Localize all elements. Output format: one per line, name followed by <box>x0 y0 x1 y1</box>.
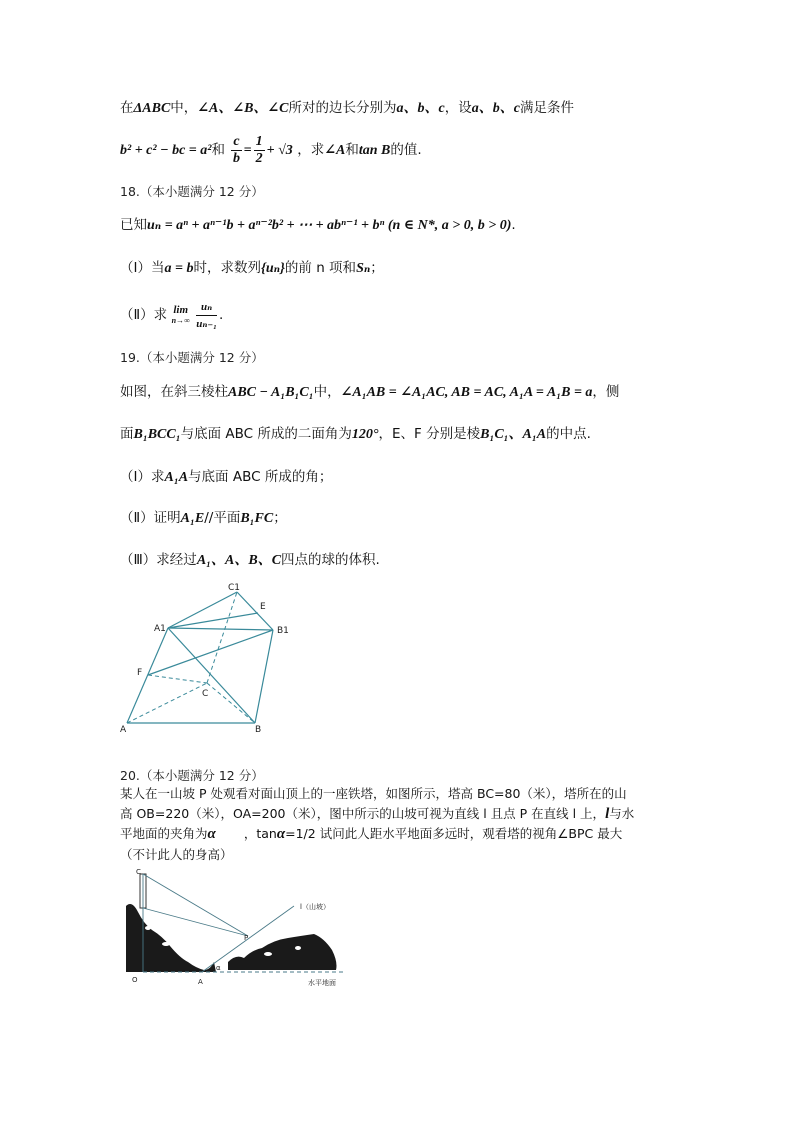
label-p: P <box>244 934 249 942</box>
q17-line1: 在ΔABC中，∠A、∠B、∠C所对的边长分别为a、b、c，设a、b、c满足条件 <box>120 100 574 116</box>
q19-line1: 如图，在斜三棱柱ABC − A₁B₁C₁中，∠A₁AB = ∠A₁AC, AB = AC, A₁A = A₁B = a，侧 <box>120 384 620 400</box>
edge-c1-b1 <box>237 592 273 630</box>
fraction-c-over-b: $\frac{c}{b}$ <box>233 133 241 166</box>
q19-part1: （Ⅰ）求A₁A与底面 ABC 所成的角； <box>120 469 333 485</box>
label-ground: 水平地面 <box>308 979 336 987</box>
equation-1: b² + c² − bc = a² <box>120 143 212 158</box>
label-b1: B1 <box>277 626 289 636</box>
q18-line1: 已知uₙ = aⁿ + aⁿ⁻¹b + aⁿ⁻²b² + ⋯ + abⁿ⁻¹ + bⁿ (n ∈ N*, a > 0, b > 0). <box>120 217 516 233</box>
q19-part2: （Ⅱ）证明A₁E//平面B₁FC； <box>120 510 287 526</box>
q17-line2: b² + c² − bc = a²和 $\frac{c}{b}$ = $\frac{1}{2}$ + √3 ，求∠A和tan B的值. <box>120 133 422 166</box>
label-b: B <box>128 904 133 912</box>
q18-part2: （Ⅱ）求 lim n→∞ $\frac{\text{uₙ}}{\text{uₙ₋₁}}$ . <box>120 300 224 330</box>
q20-line2: 高 OB=220（米），OA=200（米），图中所示的山坡可视为直线 l 且点 P 在直线 l 上，l与水 <box>120 806 635 822</box>
prism-figure <box>110 580 300 735</box>
q19-part3: （Ⅲ）求经过A₁、A、B、C四点的球的体积. <box>120 552 380 568</box>
sight-line-pc <box>143 874 248 936</box>
label-slope: l（山坡） <box>300 903 330 911</box>
edge-c-b <box>207 683 255 723</box>
segment-f-b1 <box>148 630 273 675</box>
label-a1: A1 <box>154 624 166 634</box>
label-e: E <box>260 602 266 612</box>
segment-a1-b <box>168 628 255 723</box>
q20-line4: （不计此人的身高） <box>120 847 233 862</box>
q19-header: 19.（本小题满分 12 分） <box>120 350 264 365</box>
limit-fraction: $\frac{\text{uₙ}}{\text{uₙ₋₁}}$ <box>196 300 218 330</box>
label-a: A <box>120 725 127 735</box>
label-o: O <box>132 976 138 984</box>
q18-header: 18.（本小题满分 12 分） <box>120 184 264 199</box>
mountain-left <box>126 904 216 972</box>
triangle-abc: ΔABC <box>133 101 171 116</box>
q20-header: 20.（本小题满分 12 分） <box>120 768 264 783</box>
label-c: C <box>136 868 141 876</box>
segment-f-c <box>148 675 207 683</box>
edge-b1-b <box>255 630 273 723</box>
label-c1: C1 <box>228 583 241 593</box>
q20-line3: 平地面的夹角为α ，tanα=1/2 试问此人距水平地面多远时，观看塔的视角∠BPC 最大 <box>120 826 623 842</box>
label-b: B <box>255 725 262 735</box>
edge-a1-b1 <box>168 628 273 630</box>
label-f: F <box>137 668 143 678</box>
sight-line-pb <box>143 908 248 936</box>
edge-a-c <box>127 683 207 723</box>
edge-a1-a <box>127 628 168 723</box>
limit-operator: lim n→∞ <box>171 304 190 325</box>
q18-formula: uₙ = aⁿ + aⁿ⁻¹b + aⁿ⁻²b² + ⋯ + abⁿ⁻¹ + bⁿ (n ∈ N*, a > 0, b > 0) <box>147 218 512 233</box>
label-c: C <box>202 689 209 699</box>
label-alpha: α <box>216 964 221 972</box>
q20-line1: 某人在一山坡 P 处观看对面山顶上的一座铁塔，如图所示，塔高 BC=80（米），塔所在的山 <box>120 786 627 801</box>
tower-slope-figure <box>118 866 358 991</box>
q18-part1: （Ⅰ）当a = b时，求数列{uₙ}的前 n 项和Sₙ； <box>120 260 384 276</box>
label-a: A <box>198 978 203 986</box>
q19-line2: 面B₁BCC₁与底面 ABC 所成的二面角为120°，E、F 分别是棱B₁C₁、A₁A的中点. <box>120 426 591 442</box>
fraction-half: $\frac{1}{2}$ <box>255 133 263 166</box>
